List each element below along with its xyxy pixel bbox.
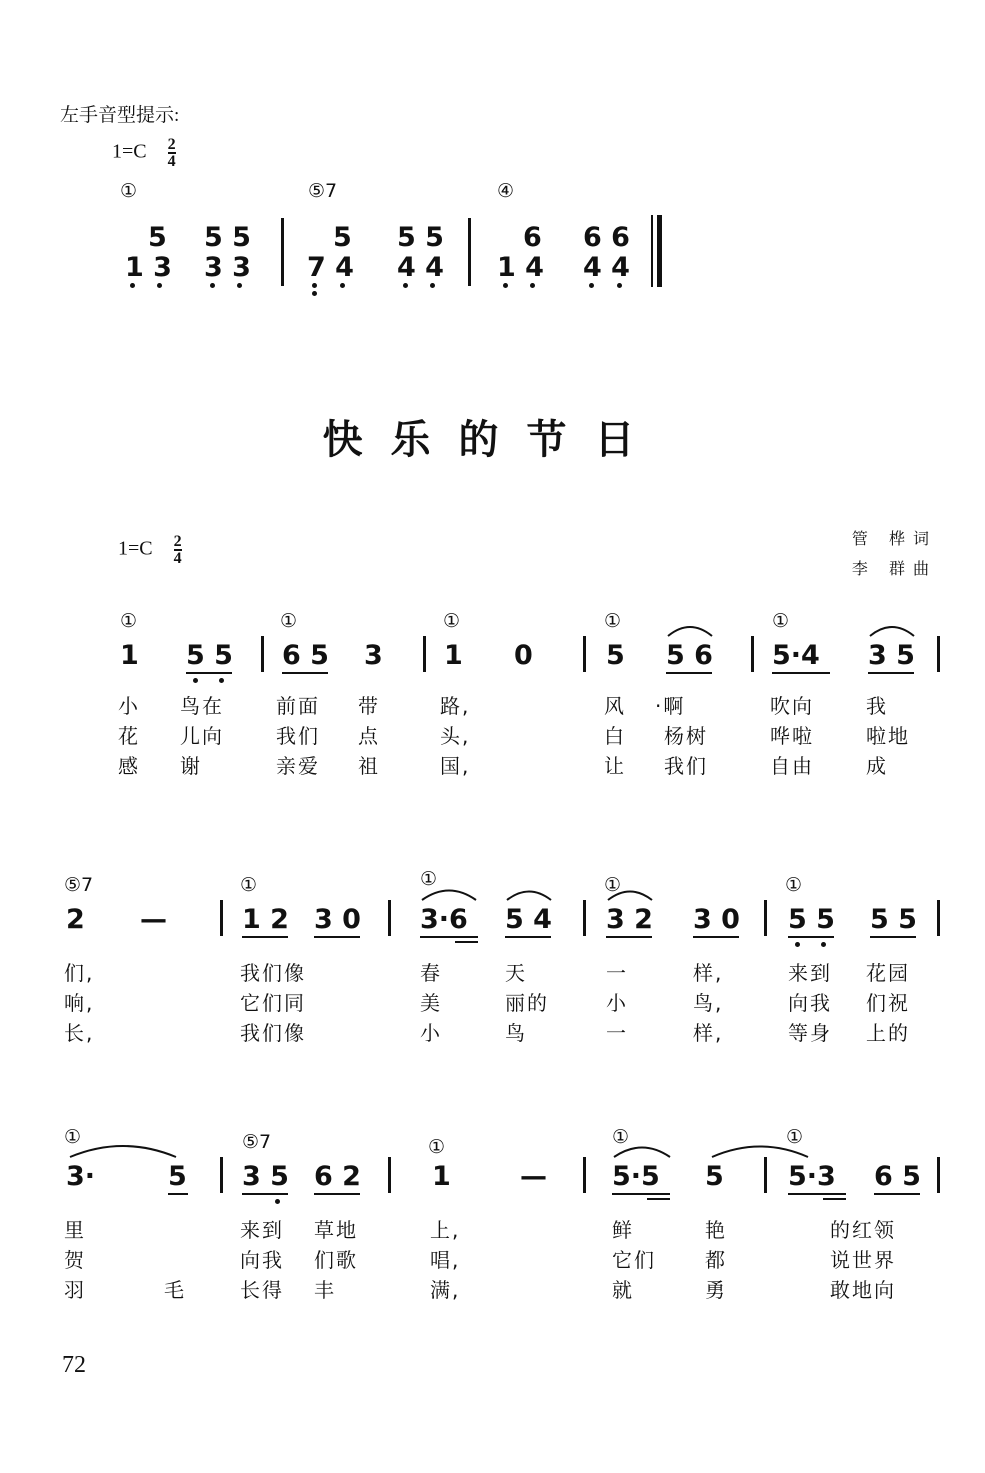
- lyric: 鲜: [612, 1218, 634, 1242]
- lyricist: 管 桦词: [851, 529, 937, 548]
- chord-symbol: ①: [786, 1126, 804, 1148]
- lyric: 头,: [440, 724, 471, 748]
- lyric: 点: [358, 724, 380, 748]
- lyric: 带: [358, 694, 380, 718]
- lyric: 羽: [64, 1278, 86, 1302]
- lyric: 来到: [788, 961, 832, 985]
- chord-symbol: ⑤7: [242, 1131, 272, 1153]
- chord-symbol: ④: [497, 180, 515, 202]
- lyric: 国,: [440, 754, 471, 778]
- slur: [712, 1147, 808, 1158]
- lyric: 长,: [64, 1021, 95, 1045]
- note: 0: [514, 640, 533, 671]
- note: 5 4: [505, 904, 552, 935]
- lyric: 祖: [358, 754, 380, 778]
- note: 7 4: [307, 252, 354, 283]
- lyric: 一: [606, 961, 628, 985]
- chord-symbol: ①: [443, 610, 461, 632]
- lyric: 毛: [164, 1278, 186, 1302]
- note: 3 5: [868, 640, 915, 671]
- note: 6 5: [874, 1161, 921, 1192]
- note: 5: [148, 222, 167, 253]
- note: 5: [168, 1161, 187, 1192]
- note: 1 2: [242, 904, 289, 935]
- slur: [668, 627, 712, 636]
- lyric: 响,: [64, 991, 95, 1015]
- note: 3 5: [242, 1161, 289, 1192]
- note: 6 6: [583, 222, 630, 253]
- page-number: 72: [62, 1352, 86, 1378]
- lyric: 的红领: [830, 1218, 896, 1242]
- lyric: 杨树: [664, 724, 708, 748]
- chord-symbol: ①: [604, 874, 622, 896]
- note: —: [140, 904, 167, 935]
- note: 5 5: [204, 222, 251, 253]
- lyric: 样,: [693, 1021, 724, 1045]
- lyric: 小: [606, 991, 628, 1015]
- lyric: 花: [118, 724, 140, 748]
- lyric: 草地: [314, 1218, 358, 1242]
- lyric: 感: [118, 754, 140, 778]
- note: 5 5: [186, 640, 233, 671]
- note: 1 3: [125, 252, 172, 283]
- lyric: 让: [604, 754, 626, 778]
- slur: [422, 891, 476, 901]
- lyric: 贺: [64, 1248, 86, 1272]
- lyric: 唱,: [430, 1248, 461, 1272]
- slur: [507, 892, 551, 901]
- lyric: 它们同: [240, 991, 306, 1015]
- note: 3·: [66, 1161, 96, 1192]
- note: 3 0: [693, 904, 740, 935]
- lyric: 满,: [430, 1278, 461, 1302]
- lyric: 里: [64, 1218, 86, 1242]
- lyric: 谢: [180, 754, 202, 778]
- slur: [614, 1148, 670, 1158]
- note: 6 5: [282, 640, 329, 671]
- composer: 李 群曲: [851, 559, 937, 578]
- chord-symbol: ⑤7: [308, 180, 338, 202]
- note: 4 4: [583, 252, 630, 283]
- chord-symbol: ⑤7: [64, 874, 94, 896]
- lyric: 它们: [612, 1248, 656, 1272]
- note: 3 2: [606, 904, 653, 935]
- lyric: 样,: [693, 961, 724, 985]
- lyric: 我们像: [240, 961, 306, 985]
- lyric: 哗啦: [770, 724, 814, 748]
- note: 5·4: [772, 640, 820, 671]
- lyric: ·啊: [655, 694, 686, 718]
- lyric: 勇: [705, 1278, 727, 1302]
- slur: [608, 892, 652, 901]
- lyric: 我们: [276, 724, 320, 748]
- note: 5 5: [788, 904, 835, 935]
- lyric: 说世界: [830, 1248, 896, 1272]
- lyric: 敢地向: [830, 1278, 896, 1302]
- meter-numerator: 2: [173, 533, 182, 550]
- lyric: 来到: [240, 1218, 284, 1242]
- chord-symbol: ①: [604, 610, 622, 632]
- slur: [70, 1146, 176, 1157]
- lyric: 都: [705, 1248, 727, 1272]
- chord-symbol: ①: [120, 180, 138, 202]
- lyric: 前面: [276, 694, 320, 718]
- note: 3 3: [204, 252, 251, 283]
- note: 2: [66, 904, 85, 935]
- note: 5: [705, 1161, 724, 1192]
- note: 5 5: [397, 222, 444, 253]
- note: 5: [606, 640, 625, 671]
- note: 1: [444, 640, 463, 671]
- lyric: 等身: [788, 1021, 832, 1045]
- lyric: 一: [606, 1021, 628, 1045]
- lyric: 们祝: [866, 991, 910, 1015]
- lyric: 路,: [440, 694, 471, 718]
- meter-denominator: 4: [167, 153, 176, 170]
- note: 3 0: [314, 904, 361, 935]
- lyric: 我们: [664, 754, 708, 778]
- lyric: 小: [118, 694, 140, 718]
- pattern-hint-label: 左手音型提示:: [60, 105, 180, 126]
- chord-symbol: ①: [428, 1136, 446, 1158]
- note: 6 2: [314, 1161, 361, 1192]
- meter-denominator: 4: [173, 550, 182, 567]
- note: 3: [364, 640, 383, 671]
- lyric: 白: [604, 724, 626, 748]
- lyric: 啦地: [866, 724, 910, 748]
- note: 5 6: [666, 640, 713, 671]
- lyric: 向我: [240, 1248, 284, 1272]
- pattern-key: 1=C: [112, 140, 147, 163]
- chord-symbol: ①: [420, 868, 438, 890]
- lyric: 向我: [788, 991, 832, 1015]
- note: 5 5: [870, 904, 917, 935]
- lyric: 就: [612, 1278, 634, 1302]
- chord-symbol: ①: [64, 1126, 82, 1148]
- lyric: 鸟在: [180, 694, 224, 718]
- lyric: 上的: [866, 1021, 910, 1045]
- lyric: 丽的: [505, 991, 549, 1015]
- lyric: 天: [505, 961, 527, 985]
- lyric: 们歌: [314, 1248, 358, 1272]
- lyric: 上,: [430, 1218, 461, 1242]
- lyric: 儿向: [180, 724, 224, 748]
- lyric: 我: [866, 694, 888, 718]
- chord-symbol: ①: [120, 610, 138, 632]
- lyric: 吹向: [770, 694, 814, 718]
- lyric: 小: [420, 1021, 442, 1045]
- slur: [870, 627, 914, 636]
- lyric: 鸟,: [693, 991, 724, 1015]
- lyric: 丰: [314, 1278, 336, 1302]
- meter-numerator: 2: [167, 136, 176, 153]
- chord-symbol: ①: [785, 874, 803, 896]
- lyric: 鸟: [505, 1021, 527, 1045]
- note: 1: [120, 640, 139, 671]
- song-title: 快乐的节日: [322, 416, 663, 463]
- lyric: 长得: [240, 1278, 284, 1302]
- note: 5: [333, 222, 352, 253]
- lyric: 亲爱: [276, 754, 320, 778]
- chord-symbol: ①: [612, 1126, 630, 1148]
- lyric: 美: [420, 991, 442, 1015]
- lyric: 自由: [770, 754, 814, 778]
- chord-symbol: ①: [240, 874, 258, 896]
- lyric: 花园: [866, 961, 910, 985]
- note: 4 4: [397, 252, 444, 283]
- note: 3·6: [420, 904, 468, 935]
- note: 5·5: [612, 1161, 660, 1192]
- lyric: 艳: [705, 1218, 727, 1242]
- note: 5·3: [788, 1161, 836, 1192]
- lyric: 成: [866, 754, 888, 778]
- note: 6: [523, 222, 542, 253]
- lyric: 我们像: [240, 1021, 306, 1045]
- lyric: 春: [420, 961, 442, 985]
- note: 1: [432, 1161, 451, 1192]
- chord-symbol: ①: [772, 610, 790, 632]
- song-key: 1=C: [118, 537, 153, 560]
- chord-symbol: ①: [280, 610, 298, 632]
- lyric: 风: [604, 694, 626, 718]
- note: —: [520, 1161, 547, 1192]
- note: 1 4: [497, 252, 544, 283]
- lyric: 们,: [64, 961, 95, 985]
